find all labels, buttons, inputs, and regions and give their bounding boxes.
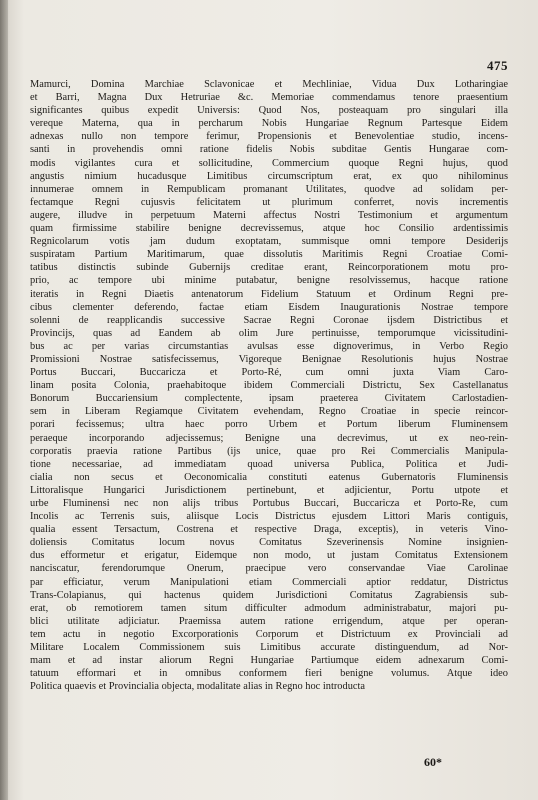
text-line: Incolis ac Terrenis suis, aliisque Locis Districtus ejusdem Littori Maris contiguis, [30, 511, 508, 523]
text-line: peraeque incorporando adjecissemus; Benigne una decrevimus, ut ex neo-rein- [30, 432, 508, 444]
text-line: Regnicolarum votis jam dudum exoptatam, summisque omni tempore Desiderijs [30, 236, 508, 248]
text-line: Politica quaevis et Provincialia objecta, modalitate alias in Regno hoc introducta [30, 681, 366, 693]
text-line: tem actu in negotio Excorporationis Corporum et Districtuum ex Provinciali ad [30, 628, 508, 640]
binding-edge [0, 0, 8, 800]
text-line: Trans-Colapianus, qui hactenus quidem Jurisdictioni Comitatus Zagrabiensis sub- [30, 589, 508, 601]
text-line: modis vigilantes cura et sollicitudine, Commercium quoque Regni hujus, quod [30, 157, 508, 169]
text-line: innumerae omnem in Rempublicam promanant Utilitates, quodve ad solidam per- [30, 183, 508, 195]
text-line: cibus clementer deferendo, factae etiam Eisdem Inaugurationis Nostrae tempore [30, 301, 508, 313]
body-text [30, 78, 508, 693]
text-line: doliensis Comitatus locum novus Comitatus Szeverinensis Nomine insignien- [30, 537, 508, 549]
text-line: Bonorum Buccariensium complectente, ipsam praeterea Civitatem Carlostadien- [30, 393, 508, 405]
text-line: quam firmissime stabilire benigne decrevissemus, atque hoc Consilio ardentissimis [30, 223, 508, 235]
signature-mark: 60* [424, 755, 442, 769]
text-line: tatibus distinctis subinde Gubernijs creditae erant, Reincorporationem motu pro- [30, 262, 508, 274]
text-line: sem in Liberam Regiamque Civitatem evehendam, Regno Croatiae in specie reincor- [30, 406, 508, 418]
text-line: dus efformetur et erigatur, Eidemque non modo, ut justam Comitatus Extensionem [30, 550, 508, 562]
text-line: santi in provehendis omni ratione fidelis Nobis subditae Gentis Hungarae com- [30, 144, 508, 156]
text-line: Portus Buccari, Buccaricza et Porto-Ré, cum omni juxta Viam Caro- [30, 367, 508, 379]
text-line: prio, ac tempore ubi minime putabatur, benigne resolvissemus, hacque ratione [30, 275, 508, 287]
text-line: urbe Fluminensi nec non alijs tribus Portubus Buccari, Buccaricza et Porto-Re, cum [30, 498, 508, 509]
text-line: tatuum efformari et in omnibus conformem fieri benigne volumus. Atque ideo [30, 668, 508, 680]
text-line: linam posita Colonia, praehabitoque ibidem Commerciali Districtu, Sex Castellanatus [30, 380, 508, 392]
text-line: suspiratam Partium Maritimarum, quae dissolutis Maritimis Regni Croatiae Comi- [30, 249, 508, 261]
text-line: tione necessariae, ad immediatam quoad universa Publica, Politica et Judi- [30, 458, 508, 470]
text-line: Provincijs, quas ad Eandem ab olim Jure pertinuisse, temporumque vicissitudini- [30, 327, 508, 339]
text-line: solenni de reapplicandis successive Sacrae Regni Coronae ijsdem Districtibus et [30, 314, 508, 326]
text-line: augere, illudve in perpetuum Materni affectus Nostri Testimonium et argumentum [30, 209, 508, 221]
text-line: Littoralisque Hungarici Jurisdictionem pertinebunt, et adjicientur, Portu utpote et [30, 484, 508, 496]
text-line: corporatis praevia ratione Partibus (ijs unice, quae pro Rei Commercialis Manipula- [30, 445, 508, 457]
text-line: angustis nimium hucadusque Limitibus circumscriptum erat, ex quo nihilominus [30, 170, 508, 182]
text-line: mam et ad instar aliorum Regni Hungariae Partiumque eidem adnexarum Comi- [30, 655, 508, 667]
text-line: erat, ob remotiorem tamen situm difficulter admodum administrabatur, majori pu- [30, 602, 508, 614]
text-line: Promissioni Nostrae satisfecissemus, Vigoreque Benignae Resolutionis hujus Nostrae [30, 353, 508, 365]
text-line: Militare Localem Commissionem suis Limitibus accurate distinguendum, ad Nor- [30, 642, 508, 654]
text-line: nanciscatur, ferendorumque Onerum, praecipue vero conservandae Viae Carolinae [30, 563, 508, 575]
page-number: 475 [487, 58, 508, 73]
text-line: par efficiatur, verum Manipulationi etiam Commerciali aptior reddatur, Districtus [30, 576, 508, 588]
text-line: bus ac per varias circumstantias avulsas esse dignoverimus, in Verbo Regio [30, 340, 508, 352]
text-line: vereque Materna, qua in percharum Nobis Hungariae Regnum Partesque Eidem [30, 118, 508, 130]
text-line: significantes quibus expedit Universis: Quod Nos, posteaquam pro singulari illa [30, 105, 508, 117]
text-line: et Barri, Magna Dux Hetruriae &c. Memoriae commendamus tenore praesentium [30, 92, 508, 104]
text-line: adnexas nullo non tempore ferimur, Propensionis et Benevolentiae studio, incens- [30, 131, 508, 143]
text-line: fectamque Regni cujusvis felicitatem ut plurimum conferret, novis incrementis [30, 196, 508, 208]
text-line: cialia non secus et Oeconomicalia constituti eatenus Gubernatoris Fluminensis [30, 471, 508, 483]
text-line: qualia essent Tersactum, Costrena et respective Draga, exceptis), in veteris Vino- [30, 524, 508, 536]
text-line: blici utilitate adjiciatur. Praemissa autem ratione errigendum, atque per operan- [30, 615, 508, 627]
text-line: Mamurci, Domina Marchiae Sclavonicae et Mechliniae, Vidua Dux Lotharingiae [30, 79, 508, 90]
text-line: porari fecissemus; ultra haec porro Urbem et Portum liberum Fluminensem [30, 419, 508, 431]
text-line: iteratis in Regni Diaetis antenatorum Fidelium Statuum et Ordinum Regni pre- [30, 288, 508, 300]
